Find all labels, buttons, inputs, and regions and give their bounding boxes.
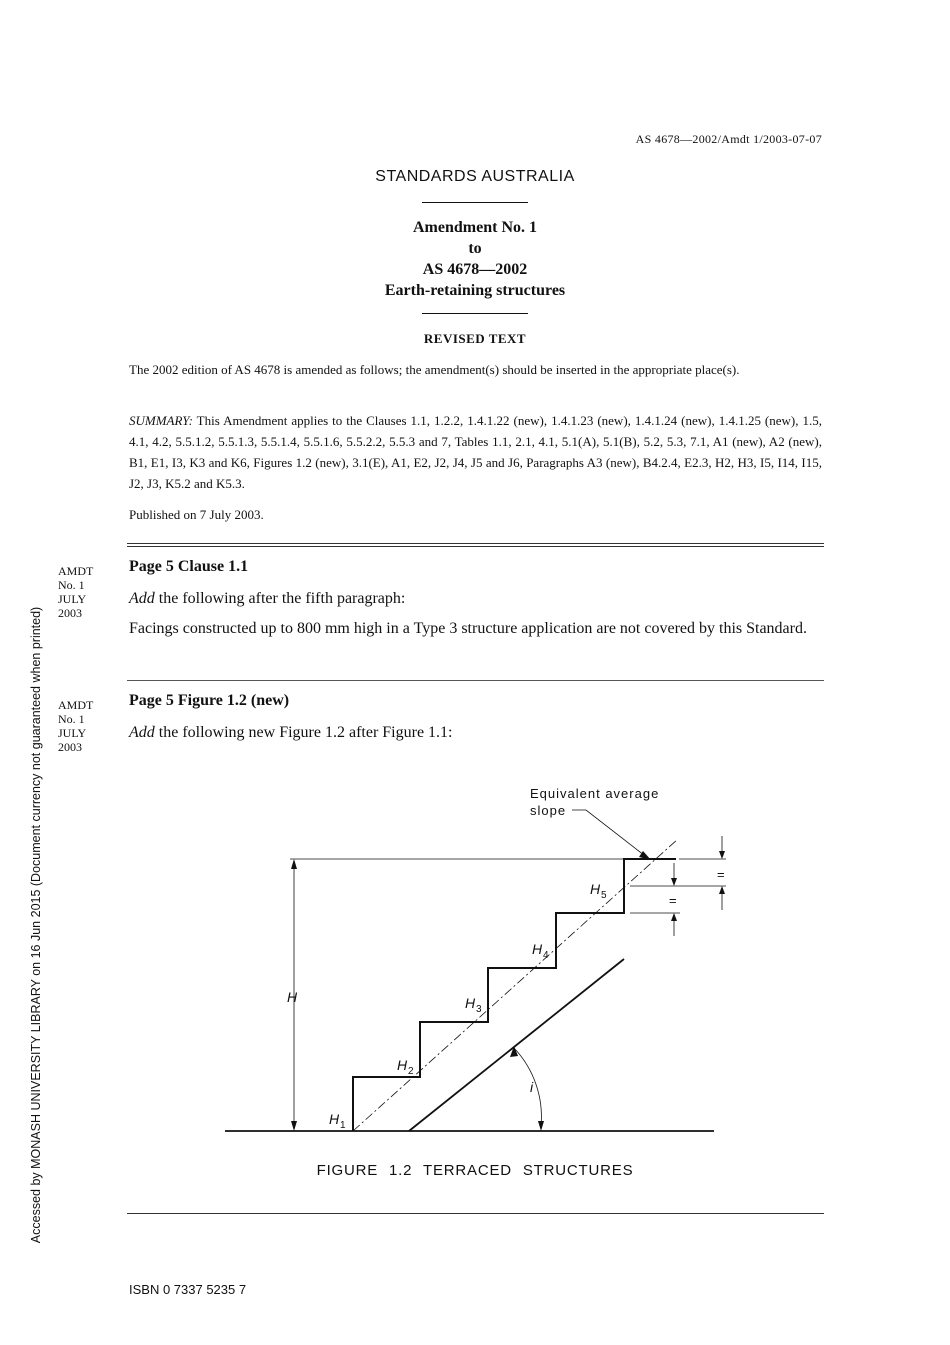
instruction-text: the following after the fifth paragraph: bbox=[154, 590, 406, 607]
label-h1-subscript: 1 bbox=[340, 1120, 346, 1131]
arrowhead bbox=[291, 1121, 297, 1131]
label-average-slope: Equivalent average bbox=[530, 786, 660, 801]
arrowhead bbox=[719, 886, 725, 894]
arrowhead bbox=[538, 1121, 544, 1131]
amendment-divider bbox=[127, 680, 824, 681]
margin-line: JULY bbox=[58, 726, 87, 740]
amendment-instruction bbox=[129, 722, 822, 743]
title-line-subject: Earth-retaining structures bbox=[384, 282, 566, 299]
margin-line: AMDT bbox=[58, 564, 94, 578]
published-date: Published on 7 July 2003. bbox=[129, 507, 264, 522]
stepped-facing bbox=[353, 859, 676, 1131]
label-angle-i: i bbox=[530, 1079, 534, 1095]
title-block bbox=[0, 217, 950, 301]
title-line-to: to bbox=[468, 240, 482, 257]
title-rule-bottom bbox=[422, 313, 528, 314]
instruction-verb: Add bbox=[129, 590, 155, 607]
summary-label: SUMMARY: bbox=[129, 413, 193, 428]
access-watermark-text: Accessed by MONASH UNIVERSITY LIBRARY on 16 Jun 2015 (Document currency not guaranteed when printed) bbox=[29, 606, 43, 1244]
amendment-heading: Page 5 Figure 1.2 (new) bbox=[129, 692, 290, 709]
amendment-margin-note bbox=[58, 564, 118, 620]
label-slope: slope bbox=[530, 803, 567, 818]
isbn: ISBN 0 7337 5235 7 bbox=[129, 1282, 247, 1297]
margin-line: No. 1 bbox=[58, 712, 85, 726]
instruction-text: the following new Figure 1.2 after Figure 1.1: bbox=[154, 724, 453, 741]
margin-line: 2003 bbox=[58, 606, 82, 620]
label-h4: H bbox=[532, 941, 543, 957]
amendment-text: Facings constructed up to 800 mm high in a Type 3 structure application are not covered by this Standard. bbox=[129, 620, 807, 637]
amendment-heading: Page 5 Clause 1.1 bbox=[129, 558, 249, 575]
summary-text: This Amendment applies to the Clauses 1.1, 1.2.2, 1.4.1.22 (new), 1.4.1.23 (new), 1.4.1.24 (new), 1.4.1.25 (new), 1.5, 4.1, 4.2, 5.5.1.2, 5.5.1.3, 5.5.1.4, 5.5.1.6, 5.5.2.2, 5.5.3 and 7, Tables 1.1, 2.1, 4.1, 5.1(A), 5.1(B), 5.2, 5.3, 7.1, A1 (new), A2 (new), B1, E1, I3, K3 and K6, Figures 1.2 (new), 3.1(E), A1, E2, J2, J4, J5 and J6, Paragraphs A3 (new), B4.2.4, E2.3, H2, H3, I5, I14, I15, J2, J3, K5.2 and K5.3. bbox=[129, 413, 822, 491]
revised-text-heading: REVISED TEXT bbox=[423, 331, 527, 346]
slope-leader bbox=[572, 810, 649, 859]
angle-arc bbox=[514, 1048, 541, 1126]
summary-paragraph bbox=[129, 410, 822, 494]
label-equal-lower: = bbox=[669, 893, 677, 908]
section-divider bbox=[127, 543, 824, 547]
average-slope-line bbox=[353, 839, 678, 1131]
arrowhead bbox=[671, 913, 677, 921]
label-h1: H bbox=[329, 1111, 340, 1127]
document-id: AS 4678—2002/Amdt 1/2003-07-07 bbox=[635, 132, 822, 146]
amendment-instruction bbox=[129, 588, 822, 609]
amendment-margin-note bbox=[58, 698, 118, 754]
margin-line: JULY bbox=[58, 592, 87, 606]
label-h5-subscript: 5 bbox=[601, 890, 607, 901]
arrowhead bbox=[291, 859, 297, 869]
margin-line: No. 1 bbox=[58, 578, 85, 592]
slope-line bbox=[409, 959, 624, 1131]
arrowhead bbox=[719, 851, 725, 859]
label-h3: H bbox=[465, 995, 476, 1011]
label-h5: H bbox=[590, 881, 601, 897]
title-rule-top bbox=[422, 202, 528, 203]
arrowhead bbox=[671, 878, 677, 886]
intro-paragraph: The 2002 edition of AS 4678 is amended as follows; the amendment(s) should be inserted in the appropriate place(s). bbox=[129, 362, 740, 377]
instruction-verb: Add bbox=[129, 724, 155, 741]
label-h-total: H bbox=[287, 989, 298, 1005]
margin-line: AMDT bbox=[58, 698, 94, 712]
figure-caption: FIGURE 1.2 TERRACED STRUCTURES bbox=[316, 1162, 634, 1179]
arrowheads bbox=[291, 851, 725, 1131]
label-h2-subscript: 2 bbox=[408, 1066, 414, 1077]
figure-bottom-rule bbox=[127, 1213, 824, 1214]
label-h2: H bbox=[397, 1057, 408, 1073]
title-line-amendment: Amendment No. 1 bbox=[413, 219, 537, 236]
organization-name: STANDARDS AUSTRALIA bbox=[375, 168, 575, 185]
terraced-structure-diagram bbox=[0, 760, 950, 1160]
label-equal-upper: = bbox=[717, 867, 725, 882]
diagram-lines bbox=[225, 810, 726, 1131]
title-line-standard: AS 4678—2002 bbox=[422, 261, 528, 278]
label-h4-subscript: 4 bbox=[543, 950, 549, 961]
label-h3-subscript: 3 bbox=[476, 1004, 482, 1015]
margin-line: 2003 bbox=[58, 740, 82, 754]
